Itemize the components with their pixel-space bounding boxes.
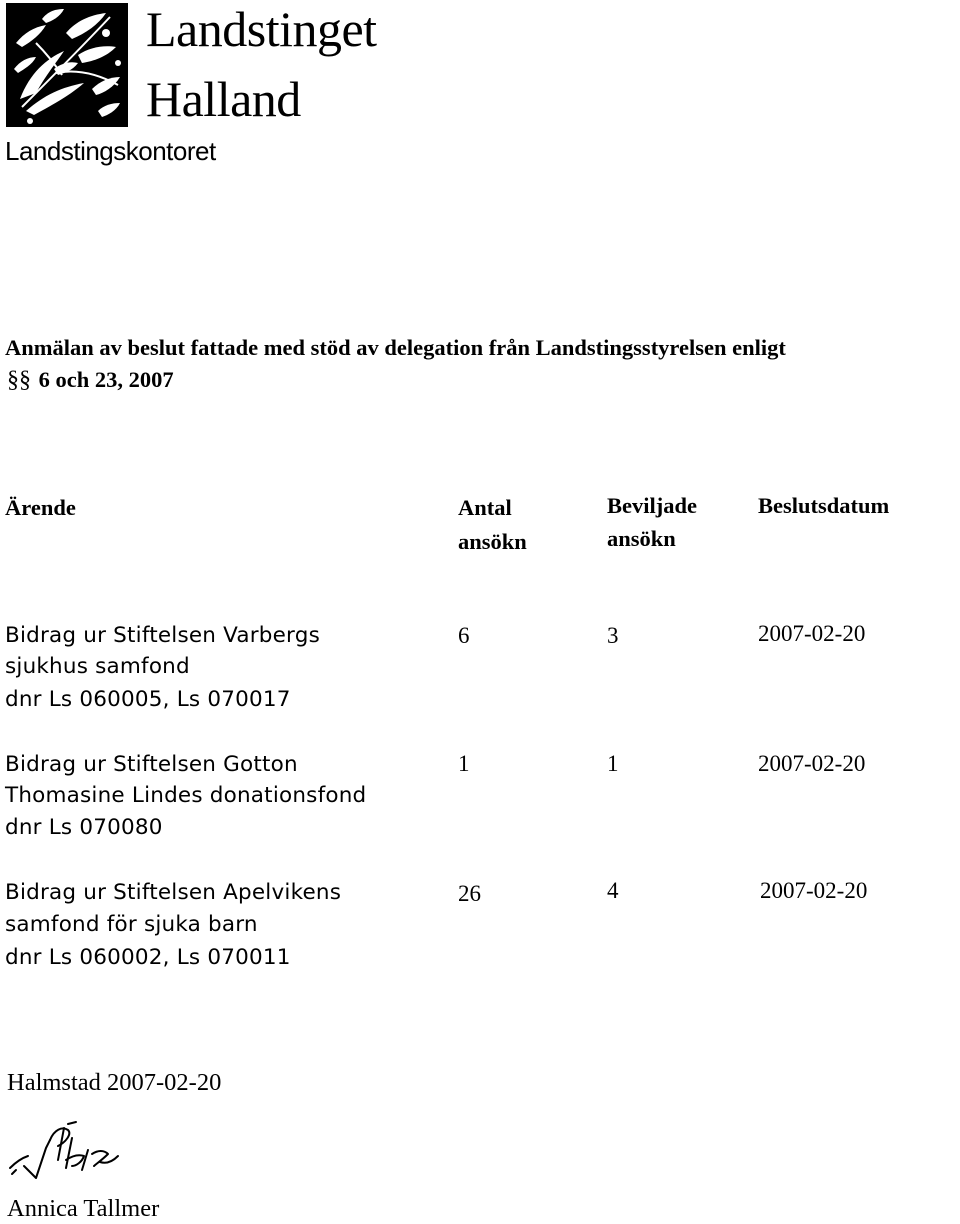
document-title-line2 (7, 366, 174, 394)
row2-desc-line1: Bidrag ur Stiftelsen Gotton (5, 752, 298, 777)
row2-desc-line2: Thomasine Lindes donationsfond (5, 783, 367, 808)
place-and-date: Halmstad 2007-02-20 (7, 1069, 222, 1096)
row3-date: 2007-02-20 (760, 878, 868, 903)
row3-desc-line3: dnr Ls 060002, Ls 070011 (5, 945, 291, 970)
row2-desc-line3: dnr Ls 070080 (5, 815, 163, 840)
handwritten-signature-icon (6, 1120, 122, 1186)
header-applications-line1: Antal (458, 495, 512, 520)
row1-approved: 3 (607, 623, 619, 648)
row1-date: 2007-02-20 (758, 621, 866, 646)
office-name: Landstingskontoret (5, 136, 216, 166)
header-matter: Ärende (5, 495, 76, 520)
row3-applications: 26 (458, 881, 481, 906)
header-decision-date: Beslutsdatum (758, 493, 890, 518)
signer-name: Annica Tallmer (7, 1195, 160, 1222)
document-title-line1: Anmälan av beslut fattade med stöd av delegation från Landstingsstyrelsen enligt (5, 335, 786, 360)
header-approved-line2: ansökn (607, 526, 676, 551)
organization-name-line2: Halland (146, 71, 301, 127)
row2-applications: 1 (458, 751, 470, 776)
header-approved-line1: Beviljade (607, 493, 697, 518)
row1-desc-line3: dnr Ls 060005, Ls 070017 (5, 687, 291, 712)
section-symbol: §§ (7, 367, 31, 393)
document-title-sections: 6 och 23, 2007 (38, 367, 174, 392)
row3-desc-line1: Bidrag ur Stiftelsen Apelvikens (5, 880, 342, 905)
row3-desc-line2: samfond för sjuka barn (5, 912, 258, 937)
row2-approved: 1 (607, 751, 619, 776)
header-applications-line2: ansökn (458, 529, 527, 554)
organization-name-line1: Landstinget (146, 1, 377, 57)
row1-applications: 6 (458, 623, 470, 648)
row2-date: 2007-02-20 (758, 751, 866, 776)
row3-approved: 4 (607, 878, 619, 903)
row1-desc-line2: sjukhus samfond (5, 654, 190, 679)
county-coat-of-arms-icon (6, 3, 128, 127)
row1-desc-line1: Bidrag ur Stiftelsen Varbergs (5, 623, 320, 648)
